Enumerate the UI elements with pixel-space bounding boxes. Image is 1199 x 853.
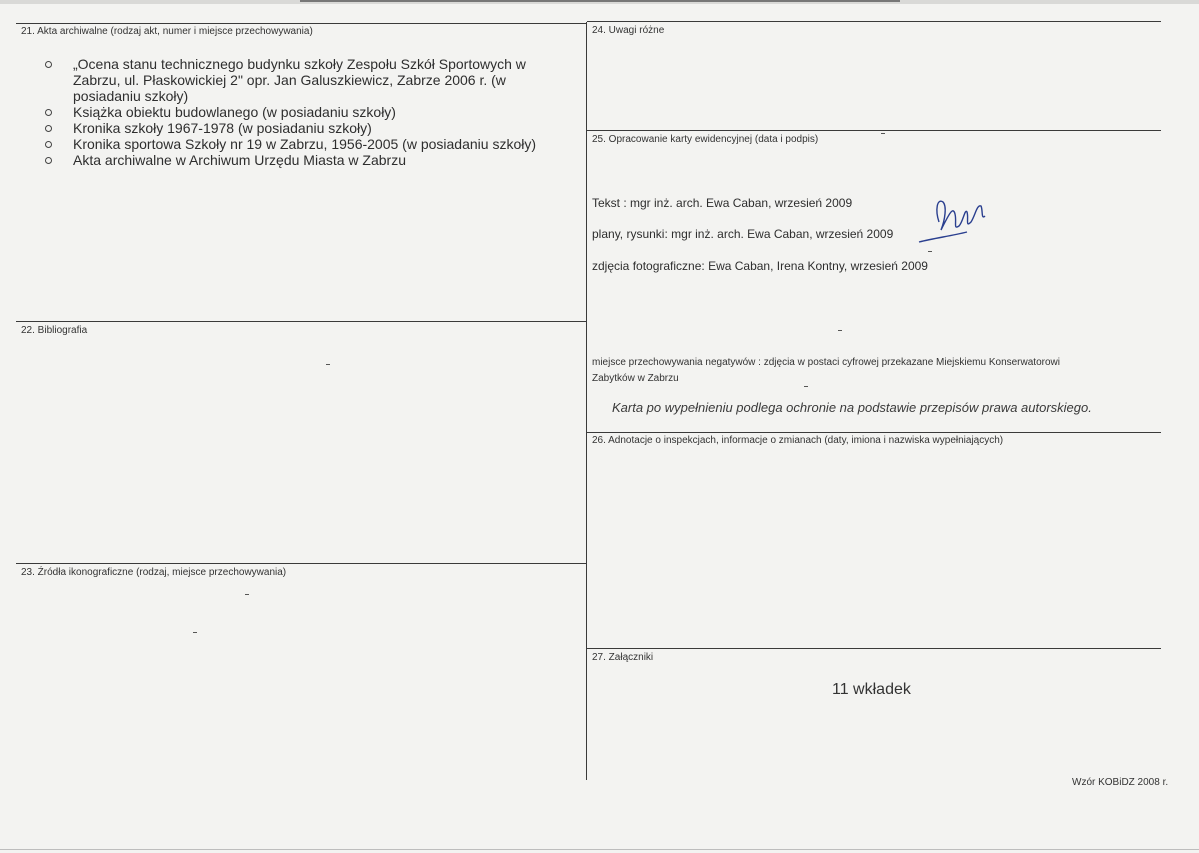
author-plans-line: plany, rysunki: mgr inż. arch. Ewa Caban, wrzesień 2009: [592, 227, 894, 241]
divider-25-top: [587, 130, 1161, 131]
bullet-icon: [45, 125, 52, 132]
scan-edge-top-dark: [300, 0, 900, 2]
list-item: „Ocena stanu technicznego budynku szkoły Zespołu Szkół Sportowych w Zabrzu, ul. Płaskowickiej 2" opr. Jan Galuszkiewicz, Zabrze 2006 r. (w posiadaniu szkoły): [45, 56, 565, 104]
attachments-count: 11 wkładek: [832, 681, 911, 698]
section-26-label: 26. Adnotacje o inspekcjach, informacje o zmianach (daty, imiona i nazwiska wypełniających): [592, 435, 1004, 446]
author-text-line: Tekst : mgr inż. arch. Ewa Caban, wrzesień 2009: [592, 196, 853, 210]
section-23-label: 23. Źródła ikonograficzne (rodzaj, miejsce przechowywania): [21, 567, 287, 578]
section-25-label: 25. Opracowanie karty ewidencyjnej (data i podpis): [592, 134, 819, 145]
scan-edge-bottom: [0, 849, 1199, 850]
divider-27-top: [587, 648, 1161, 649]
section-22-label: 22. Bibliografia: [21, 325, 88, 336]
bullet-icon: [45, 109, 52, 116]
scan-speck: [838, 330, 842, 331]
section-21-label: 21. Akta archiwalne (rodzaj akt, numer i miejsce przechowywania): [21, 26, 313, 37]
archive-list: [45, 56, 565, 168]
bullet-icon: [45, 61, 52, 68]
bullet-icon: [45, 141, 52, 148]
scan-speck: [326, 364, 330, 365]
scan-speck: [804, 386, 808, 387]
list-item: Akta archiwalne w Archiwum Urzędu Miasta w Zabrzu: [45, 152, 565, 168]
scan-speck: [193, 632, 197, 633]
section-27-label: 27. Załączniki: [592, 652, 654, 663]
author-photos-line: zdjęcia fotograficzne: Ewa Caban, Irena Kontny, wrzesień 2009: [592, 259, 928, 273]
divider-23-top: [16, 563, 586, 564]
form-template-footer: Wzór KOBiDZ 2008 r.: [1072, 777, 1169, 788]
divider-22-top: [16, 321, 586, 322]
bullet-icon: [45, 157, 52, 164]
section-24-label: 24. Uwagi różne: [592, 25, 665, 36]
divider-26-top: [587, 432, 1161, 433]
list-item: Kronika szkoły 1967-1978 (w posiadaniu szkoły): [45, 120, 565, 136]
column-divider: [586, 22, 587, 780]
scan-speck: [928, 251, 932, 252]
negatives-location-line1: miejsce przechowywania negatywów : zdjęcia w postaci cyfrowej przekazane Miejskiemu Konserwatorowi: [592, 357, 1060, 368]
divider-24-top: [587, 21, 1161, 22]
signature-image: [915, 192, 995, 248]
scan-speck: [881, 133, 885, 134]
scan-speck: [245, 594, 249, 595]
list-item: Książka obiektu budowlanego (w posiadaniu szkoły): [45, 104, 565, 120]
copyright-notice: Karta po wypełnieniu podlega ochronie na podstawie przepisów prawa autorskiego.: [612, 400, 1092, 415]
list-item: Kronika sportowa Szkoły nr 19 w Zabrzu, 1956-2005 (w posiadaniu szkoły): [45, 136, 565, 152]
negatives-location-line2: Zabytków w Zabrzu: [592, 373, 679, 384]
divider-21-top: [16, 23, 586, 24]
